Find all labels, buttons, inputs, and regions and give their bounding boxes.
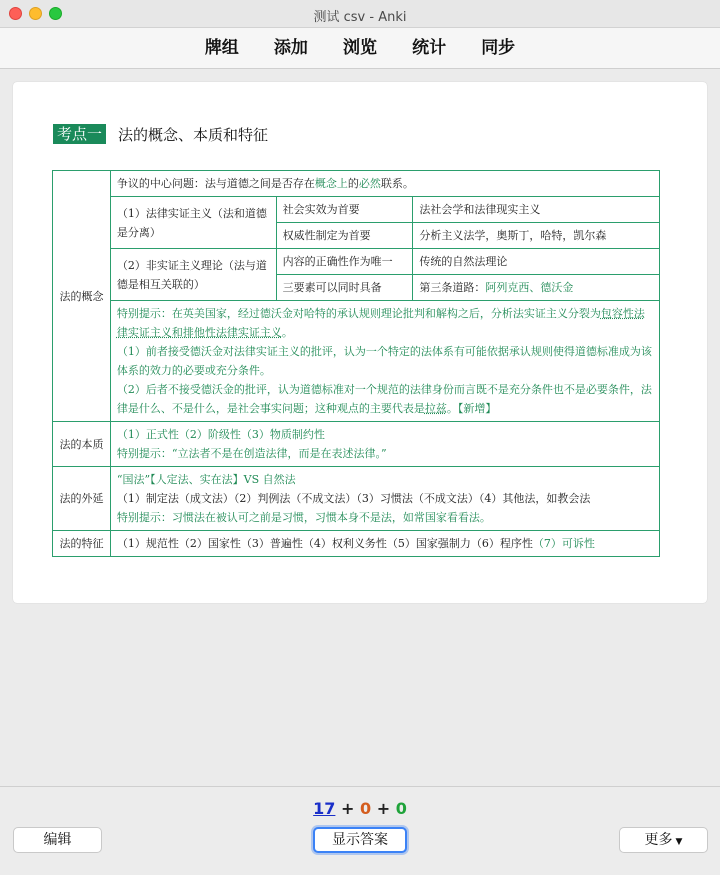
- notes-table: [52, 170, 660, 557]
- essence-head: 法的本质: [53, 422, 111, 467]
- concept-head: 法的概念: [53, 171, 111, 422]
- features-content: （1）规范性（2）国家性（3）普遍性（4）权利义务性（5）国家强制力（6）程序性（7）可诉性: [110, 531, 659, 557]
- extension-head: 法的外延: [53, 467, 111, 531]
- concept-row-1-a: 社会实效为首要: [276, 197, 413, 223]
- chevron-down-icon: ▼: [675, 837, 683, 847]
- concept-tip: 特别提示：在英美国家，经过德沃金对哈特的承认规则理论批判和解构之后，分析法实证主义分裂为包容性法律实证主义和排他性法律实证主义。 （1）前者接受德沃金对法律实证主义的批评，认为一个特定的法体系有可能依据承认规则使得道德标准成为该体系的效力的必要或充分条件。 （2）后者不接受德沃金的批评，认为道德标准对一个规范的法律身份而言既不是充分条件也不是必要条件，法律是什么、不是什么，是社会事实问题；这种观点的主要代表是拉兹。【新增】: [110, 301, 659, 422]
- window-title: 测试 csv - Anki: [313, 10, 407, 25]
- extension-content: “国法”【人定法、实在法】VS 自然法 （1）制定法（成文法）（2）判例法（不成文法）（3）习惯法（不成文法）（4）其他法，如教会法 特别提示：习惯法在被认可之前是习惯，习惯本身不是法，如常国家看看法。: [110, 467, 659, 531]
- nav-decks[interactable]: 牌组: [204, 38, 239, 58]
- features-head: 法的特征: [53, 531, 111, 557]
- positivism-cell: （1）法律实证主义（法和道德是分离）: [110, 197, 276, 249]
- title-bar: [0, 0, 720, 28]
- topic-title: 法的概念、本质和特征: [118, 125, 269, 144]
- concept-row-1-b: 法社会学和法律现实主义: [413, 197, 660, 223]
- topic-tag: 考点一: [53, 124, 106, 144]
- review-count: 0: [395, 799, 407, 818]
- essence-content: （1）正式性（2）阶级性（3）物质制约性 特别提示：“立法者不是在创造法律，而是在表述法律。”: [110, 422, 659, 467]
- concept-row-2-a: 权威性制定为首要: [276, 223, 413, 249]
- concept-row-4-a: 三要素可以同时具备: [276, 275, 413, 301]
- concept-row-3-a: 内容的正确性作为唯一: [276, 249, 413, 275]
- concept-core: 争议的中心问题：法与道德之间是否存在概念上的必然联系。: [110, 171, 659, 197]
- more-button[interactable]: 更多 ▼: [619, 827, 708, 853]
- review-area: [0, 69, 720, 786]
- new-count[interactable]: 17: [313, 799, 336, 818]
- nav-browse[interactable]: 浏览: [343, 38, 377, 58]
- concept-row-4-b: 第三条道路：阿列克西、德沃金: [413, 275, 660, 301]
- card-heading: [53, 124, 268, 144]
- nav-sync[interactable]: 同步: [481, 38, 516, 58]
- show-answer-button[interactable]: 显示答案: [313, 827, 407, 853]
- nav-stats[interactable]: 统计: [412, 38, 447, 58]
- non-positivism-cell: （2）非实证主义理论（法与道德是相互关联的）: [110, 249, 276, 301]
- nav-add[interactable]: 添加: [273, 38, 308, 58]
- learning-count: 0: [359, 799, 372, 818]
- concept-row-2-b: 分析主义法学，奥斯丁，哈特，凯尔森: [413, 223, 660, 249]
- bottom-bar: [0, 786, 720, 875]
- card-question: [13, 82, 707, 603]
- edit-button[interactable]: 编辑: [13, 827, 102, 853]
- concept-row-3-b: 传统的自然法理论: [413, 249, 660, 275]
- due-counts: 17 + 0 + 0: [313, 799, 407, 818]
- top-nav: [0, 28, 720, 69]
